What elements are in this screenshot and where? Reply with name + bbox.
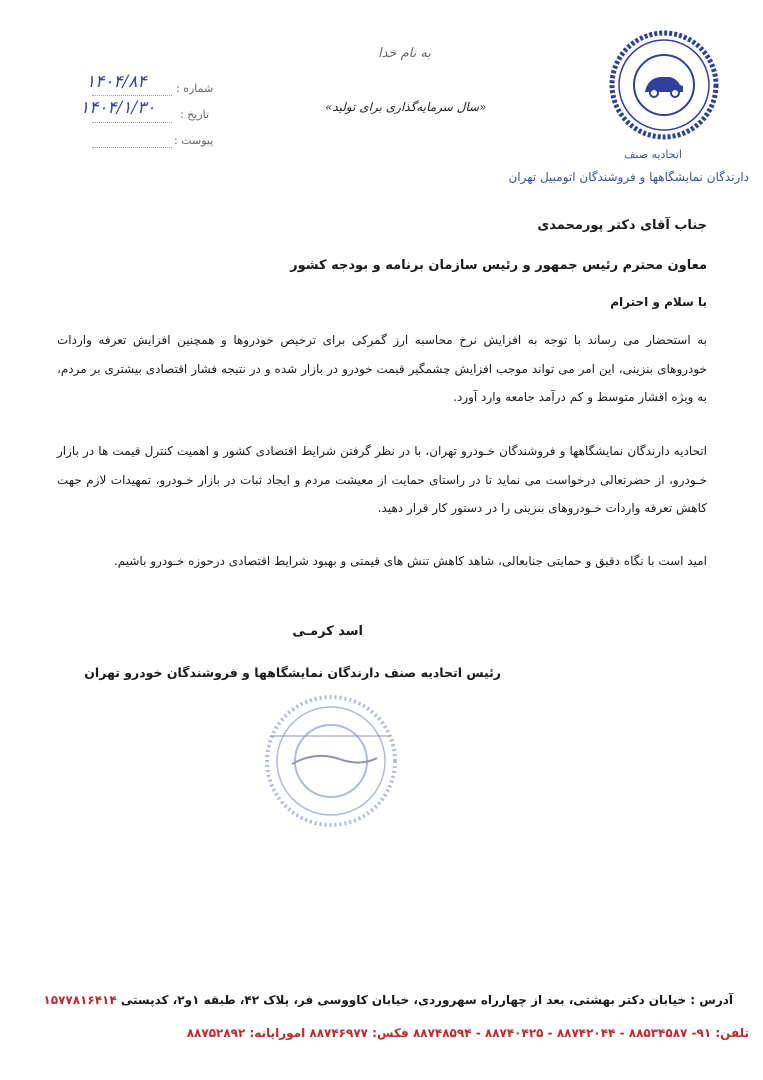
greeting: با سلام و احترام (610, 295, 707, 309)
attachment-label: پیوست : (174, 134, 214, 147)
signer-title: رئیس اتحادیه صنف دارندگان نمایشگاهها و فروشندگان خودرو تهران (84, 665, 501, 680)
union-logo (609, 30, 719, 140)
addressee: جناب آقای دکتر پورمحمدی (537, 218, 707, 233)
paragraph-2: اتحادیه دارندگان نمایشگاهها و فروشندگان خـودرو تهران، با در نظر گرفتن شرایط اقتصادی کشور و اهمیت کنترل قیمت ها در بازار خـودرو، از حضرتعالی درخواست می نماید تا در راستای حمایت از معیشت مردم و ایجاد ثبات در بازار خـودرو، تمهیدات لازم جهت کاهش تعرفه واردات خـودروهای بنزینی را در دستور کار قرار دهید. (57, 444, 707, 515)
number-value: ۱۴۰۴/۸۴ (86, 72, 147, 92)
date-value: ۱۴۰۴/۱/۳۰ (80, 98, 156, 118)
phones: تلفن: ۹۱- ۸۸۵۳۴۵۸۷ - ۸۸۷۴۲۰۴۴ - ۸۸۷۴۰۴۲۵ - ۸۸۷۴۸۵۹۴ (412, 1026, 749, 1040)
attachment-line (92, 146, 172, 148)
basmala: به نام خدا (378, 46, 431, 61)
fax: فکس: ۸۸۷۴۶۹۷۷ امورایانه: ۸۸۷۵۲۸۹۲ (186, 1026, 409, 1040)
org-full-name: دارندگان نمایشگاهها و فروشندگان اتومبیل تهران (508, 170, 749, 184)
addressee-title: معاون محترم رئیس جمهور و رئیس سازمان برنامه و بودجه کشور (290, 258, 707, 273)
paragraph-1: به استحضار می رساند با توجه به افزایش نرخ محاسبه ارز گمرکی برای ترخیص خودروها و همچنین افزایش تعرفه واردات خودروهای بنزینی، این امر می تواند موجب افزایش چشمگیر قیمت خودرو در بازار شده و در نتیجه فشار اقتصادی بیشتری بر مردم، به ویژه اقشار متوسط و کم درآمد جامعه وارد آورد. (57, 333, 707, 404)
paragraph-3: امید است با نگاه دقیق و حمایتی جنابعالی، شاهد کاهش تنش های قیمتی و بهبود شرایط اقتصادی درحوزه خـودرو باشیم. (113, 554, 707, 568)
date-line (92, 121, 172, 123)
footer-address (43, 993, 733, 1007)
number-label: شماره : (176, 82, 214, 95)
org-name: اتحادیه صنف (624, 148, 682, 161)
date-label: تاریخ : (180, 108, 210, 121)
number-line (92, 94, 172, 96)
official-stamp (262, 692, 400, 830)
signer-name: اسد کرمـی (292, 624, 363, 639)
postal-code: ۱۵۷۷۸۱۶۴۱۴ (43, 993, 117, 1007)
footer-phones (187, 1026, 749, 1040)
address-text: آدرس : خیابان دکتر بهشتی، بعد از چهارراه سهروردی، خیابان کاووسی فر، پلاک ۴۲، طبقه ۱و۲، کدپستی (120, 993, 733, 1007)
year-slogan: «سال سرمایه‌گذاری برای تولید» (325, 100, 487, 114)
